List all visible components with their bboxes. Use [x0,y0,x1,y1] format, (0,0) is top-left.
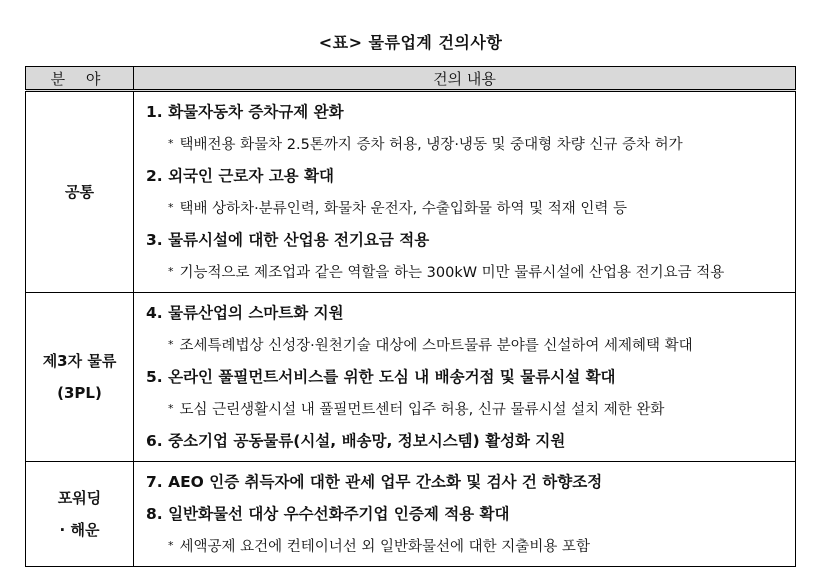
category-label: 포워딩 [57,489,102,507]
proposal-title: 2. 외국인 근로자 고용 확대 [146,167,334,185]
proposals-table [25,66,796,567]
document-title: <표> 물류업계 건의사항 [318,33,503,52]
header-category: 분 야 [26,67,134,91]
bullet-star: * [168,402,174,415]
category-cell [26,91,134,293]
header-content: 건의 내용 [134,67,796,91]
group-row-3pl [26,293,796,462]
proposal-note-text: 도심 근린생활시설 내 풀필먼트센터 입주 허용, 신규 물류시설 설치 제한 완화 [179,402,665,418]
bullet-star: * [168,539,174,552]
content-cell [134,293,796,462]
bullet-star: * [168,137,174,150]
content-cell [134,462,796,567]
bullet-star: * [168,201,174,214]
table-header-row [26,67,796,91]
proposal-note-text: 세액공제 요건에 컨테이너선 외 일반화물선에 대한 지출비용 포함 [179,539,590,555]
category-label: 공통 [65,183,94,201]
proposal-title: 7. AEO 인증 취득자에 대한 관세 업무 간소화 및 검사 건 하향조정 [146,473,603,491]
proposal-title: 1. 화물자동차 증차규제 완화 [146,103,344,121]
bullet-star: * [168,338,174,351]
proposal-note [146,393,789,425]
category-label: 제3자 물류 [42,352,117,370]
proposal-note-text: 택배전용 화물차 2.5톤까지 증차 허용, 냉장·냉동 및 중대형 차량 신규 증차 허가 [179,137,683,153]
proposal-title: 5. 온라인 풀필먼트서비스를 위한 도심 내 배송거점 및 물류시설 확대 [146,368,616,386]
bullet-star: * [168,265,174,278]
proposal-note [146,530,789,562]
category-cell [26,462,134,567]
category-cell [26,293,134,462]
proposal-title: 3. 물류시설에 대한 산업용 전기요금 적용 [146,231,430,249]
category-label: (3PL) [57,384,102,402]
proposal-note [146,329,789,361]
proposal-note [146,128,789,160]
group-row-common [26,91,796,293]
category-label: · 해운 [59,521,100,539]
proposal-note-text: 택배 상하차·분류인력, 화물차 운전자, 수출입화물 하역 및 적재 인력 등 [179,201,628,217]
proposal-note [146,192,789,224]
content-cell [134,91,796,293]
proposal-title: 8. 일반화물선 대상 우수선화주기업 인증제 적용 확대 [146,505,510,523]
proposal-note [146,256,789,288]
group-row-forwarding [26,462,796,567]
proposal-note-text: 조세특례법상 신성장·원천기술 대상에 스마트물류 분야를 신설하여 세제혜택 확대 [179,338,693,354]
proposal-title: 6. 중소기업 공동물류(시설, 배송망, 정보시스템) 활성화 지원 [146,432,566,450]
proposal-title: 4. 물류산업의 스마트화 지원 [146,304,344,322]
proposal-note-text: 기능적으로 제조업과 같은 역할을 하는 300kW 미만 물류시설에 산업용 전기요금 적용 [179,265,725,281]
